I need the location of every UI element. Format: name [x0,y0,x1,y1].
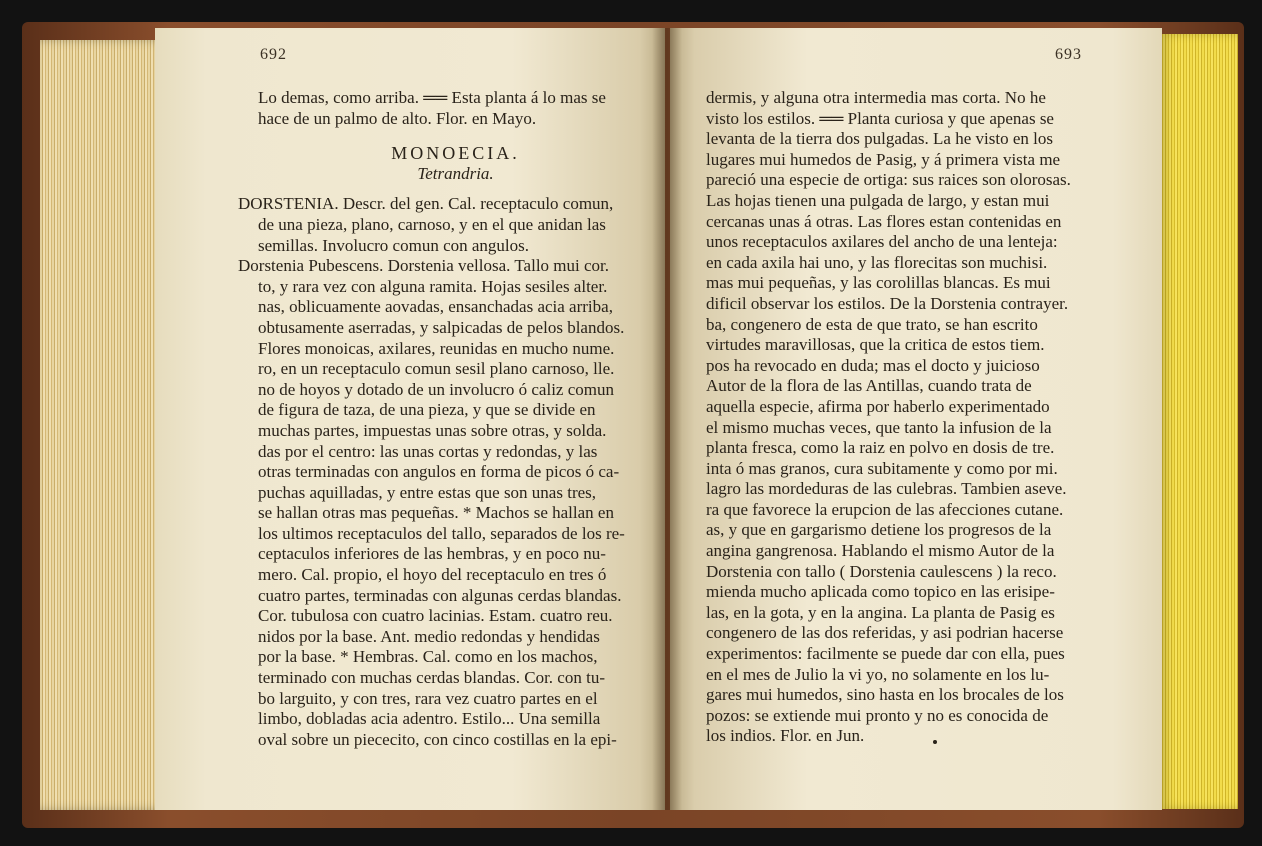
text-line: obtusamente aserradas, y salpicadas de pelos blandos. [258,317,625,337]
text-line: semillas. Involucro comun con angulos. [258,235,530,255]
right-page-edges [1160,34,1238,809]
book-gutter [652,28,682,810]
text-line: Las hojas tienen una pulgada de largo, y estan mui [706,190,1050,210]
text-line: los indios. Flor. en Jun. [706,726,865,746]
text-line: lagro las mordeduras de las culebras. Tambien aseve. [706,479,1067,499]
text-line: las, en la gota, y en la angina. La planta de Pasig es [706,602,1055,622]
text-line: en el mes de Julio la vi yo, no solamente en los lu- [706,664,1050,684]
right-page-text [706,88,1092,747]
text-line: virtudes maravillosas, que la critica de estos tiem. [706,335,1045,355]
text-line: DORSTENIA. Descr. del gen. Cal. receptaculo comun, [238,194,614,214]
text-line: oval sobre un piececito, con cinco costillas en la epi- [258,729,617,749]
text-line: por la base. * Hembras. Cal. como en los machos, [258,647,598,667]
section-heading: MONOECIA. [391,143,520,164]
right-page-number: 693 [1055,46,1082,63]
text-line: Dorstenia Pubescens. Dorstenia vellosa. Tallo mui cor. [238,256,610,276]
left-page-edges [40,40,168,810]
text-line: nas, oblicuamente aovadas, ensanchadas acia arriba, [258,297,613,317]
text-line: no de hoyos y dotado de un involucro ó caliz comun [258,379,614,399]
text-line: aquella especie, afirma por haberlo experimentado [706,396,1050,416]
text-line: otras terminadas con angulos en forma de picos ó ca- [258,462,620,482]
section-subheading: Tetrandria. [417,163,494,183]
text-line: ceptaculos inferiores de las hembras, y en poco nu- [258,544,606,564]
text-line: ra que favorece la erupcion de las afecciones cutane. [706,499,1064,519]
text-line: nidos por la base. Ant. medio redondas y hendidas [258,626,600,646]
text-line: en cada axila hai uno, y las florecitas son muchisi. [706,252,1048,272]
text-line: se hallan otras mas pequeñas. * Machos se hallan en [258,503,614,523]
text-line: dificil observar los estilos. De la Dorstenia contrayer. [706,293,1069,313]
text-line: as, y que en gargarismo detiene los progresos de la [706,520,1052,540]
text-line: mas mui pequeñas, y las corolillas blancas. Es mui [706,273,1051,293]
left-page-number: 692 [260,46,287,63]
text-line: el mismo muchas veces, que tanto la infusion de la [706,417,1052,437]
text-line: unos receptaculos axilares del ancho de una lenteja: [706,232,1058,252]
text-line: ba, congenero de esta de que trato, se han escrito [706,314,1038,334]
text-line: congenero de las dos referidas, y asi podrian hacerse [706,623,1064,643]
text-line: dermis, y alguna otra intermedia mas corta. No he [706,88,1046,107]
text-line: gares mui humedos, sino hasta en los brocales de los [706,685,1064,705]
text-line: puchas aquilladas, y entre estas que son unas tres, [258,482,597,502]
text-line: terminado con muchas cerdas blandas. Cor. con tu- [258,668,605,688]
text-line: das por el centro: las unas cortas y redondas, y las [258,441,598,461]
text-line: Autor de la flora de las Antillas, cuando trata de [706,376,1032,396]
text-line: Flores monoicas, axilares, reunidas en mucho nume. [258,338,615,358]
text-line: limbo, dobladas acia adentro. Estilo... Una semilla [258,709,601,729]
text-line: de figura de taza, de una pieza, y que se divide en [258,400,596,420]
text-line: muchas partes, impuestas unas sobre otras, y solda. [258,420,607,440]
text-line: angina gangrenosa. Hablando el mismo Autor de la [706,541,1055,561]
text-line: pozos: se extiende mui pronto y no es conocida de [706,705,1049,725]
text-line: pos ha revocado en duda; mas el docto y juicioso [706,355,1040,375]
text-line: Dorstenia con tallo ( Dorstenia caulescens ) la reco. [706,561,1057,581]
text-line: Cor. tubulosa con cuatro lacinias. Estam. cuatro reu. [258,606,613,626]
text-line: lugares mui humedos de Pasig, y á primera vista me [706,149,1061,169]
text-line: to, y rara vez con alguna ramita. Hojas sesiles alter. [258,276,608,296]
text-line: de una pieza, plano, carnoso, y en el que anidan las [258,214,606,234]
text-line: inta ó mas granos, cura subitamente y como por mi. [706,458,1058,478]
text-line: experimentos: facilmente se puede dar con ella, pues [706,644,1065,664]
text-line: cercanas unas á otras. Las flores estan contenidas en [706,211,1062,231]
text-line: visto los estilos. ══ Planta curiosa y que apenas se [706,108,1054,128]
text-line: pareció una especie de ortiga: sus raices son olorosas. [706,170,1071,190]
text-line: levanta de la tierra dos pulgadas. La he visto en los [706,129,1053,149]
text-line: mienda mucho aplicada como topico en las erisipe- [706,582,1055,602]
text-line: mero. Cal. propio, el hoyo del receptaculo en tres ó [258,565,607,585]
end-ornament-dot [933,740,937,744]
text-line: Lo demas, como arriba. ══ Esta planta á lo mas se [258,88,606,107]
text-line: hace de un palmo de alto. Flor. en Mayo. [258,108,537,128]
text-line: cuatro partes, terminadas con algunas cerdas blandas. [258,585,622,605]
left-page-text [238,88,653,750]
text-line: planta fresca, como la raiz en polvo en dosis de tre. [706,438,1055,458]
text-line: los ultimos receptaculos del tallo, separados de los re- [258,523,625,543]
text-line: bo larguito, y con tres, rara vez cuatro partes en el [258,688,598,708]
text-line: ro, en un receptaculo comun sesil plano carnoso, lle. [258,359,615,379]
